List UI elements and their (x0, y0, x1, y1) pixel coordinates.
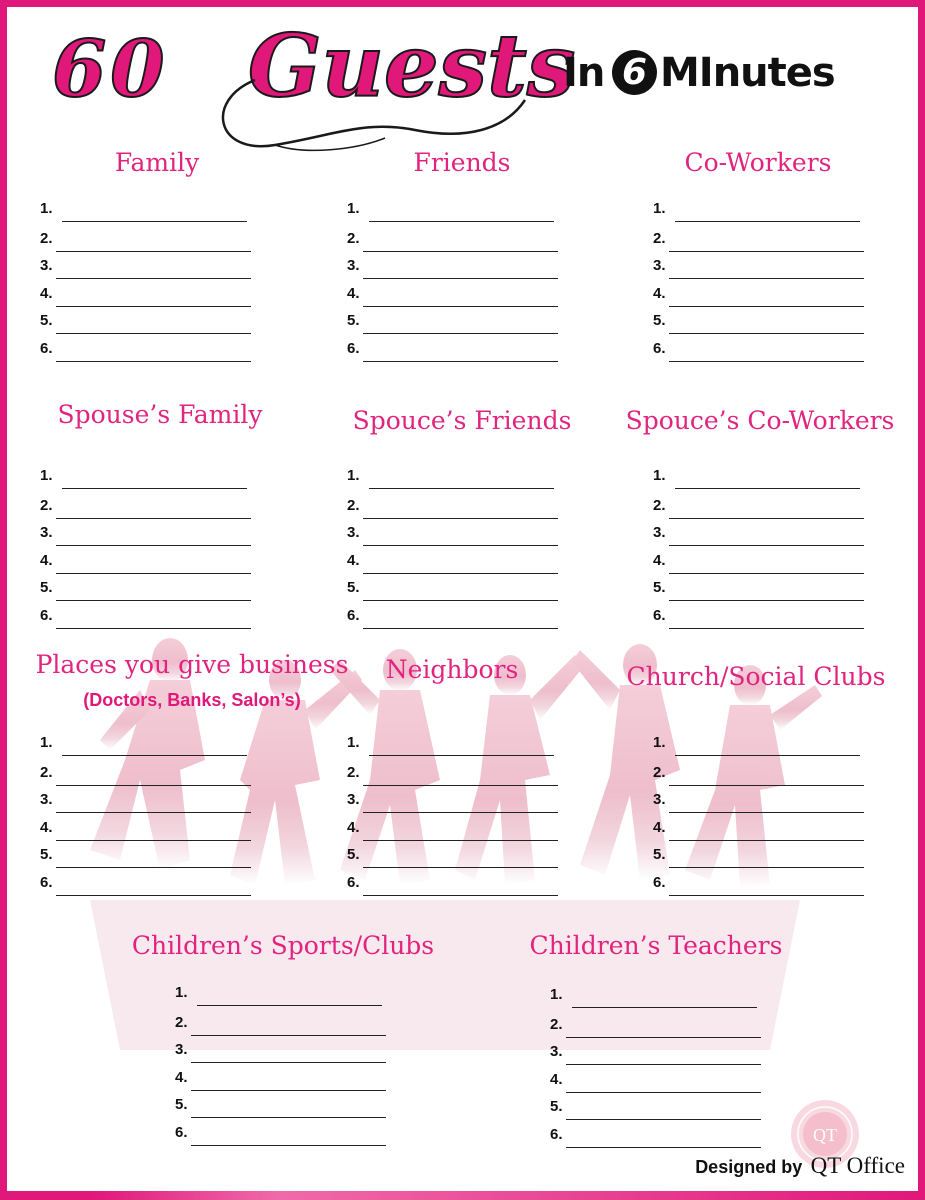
guest-entry-line[interactable] (347, 257, 559, 279)
guest-entry-line[interactable] (653, 874, 865, 896)
title-minutes: MInutes (660, 50, 835, 96)
entry-number: 1. (175, 984, 188, 1001)
blank-write-line (191, 1090, 386, 1092)
entry-number: 4. (175, 1069, 188, 1086)
blank-write-line (191, 1062, 386, 1064)
guest-entry-line[interactable] (653, 734, 865, 756)
entry-number: 4. (550, 1071, 563, 1088)
guest-entry-line[interactable] (40, 846, 252, 868)
entry-number: 4. (347, 819, 360, 836)
blank-write-line (675, 221, 860, 223)
entry-number: 6. (40, 874, 53, 891)
guest-entry-line[interactable] (653, 230, 865, 252)
section-title: Spouce’s Friends (352, 406, 572, 435)
blank-write-line (566, 1092, 761, 1094)
guest-entry-line[interactable] (40, 497, 252, 519)
entry-number: 1. (347, 734, 360, 751)
blank-write-line (56, 518, 251, 520)
guest-entry-line[interactable] (550, 1126, 762, 1148)
entry-number: 1. (653, 200, 666, 217)
footer-designed-by: Designed by (695, 1157, 803, 1177)
entry-number: 3. (347, 524, 360, 541)
entry-number: 3. (347, 791, 360, 808)
entry-number: 6. (347, 874, 360, 891)
blank-write-line (669, 812, 864, 814)
section-title: Places you give business (35, 650, 349, 679)
guest-entry-line[interactable] (347, 285, 559, 307)
guest-entry-line[interactable] (347, 230, 559, 252)
guest-entry-line[interactable] (653, 819, 865, 841)
entry-number: 2. (347, 764, 360, 781)
entry-number: 3. (40, 524, 53, 541)
guest-entry-line[interactable] (175, 1069, 387, 1091)
entry-number: 4. (653, 285, 666, 302)
entry-number: 6. (653, 340, 666, 357)
guest-entry-line[interactable] (347, 764, 559, 786)
blank-write-line (56, 361, 251, 363)
guest-entry-line[interactable] (40, 524, 252, 546)
guest-entry-line[interactable] (175, 1014, 387, 1036)
guest-entry-line[interactable] (550, 1043, 762, 1065)
guest-entry-line[interactable] (653, 552, 865, 574)
blank-write-line (363, 600, 558, 602)
entry-number: 5. (40, 846, 53, 863)
blank-write-line (572, 1007, 757, 1009)
entry-number: 1. (653, 734, 666, 751)
section-title: Church/Social Clubs (626, 662, 886, 691)
guest-entry-line[interactable] (40, 340, 252, 362)
entry-number: 1. (40, 734, 53, 751)
blank-write-line (56, 251, 251, 253)
guest-entry-line[interactable] (653, 257, 865, 279)
blank-write-line (669, 840, 864, 842)
blank-write-line (566, 1037, 761, 1039)
blank-write-line (675, 755, 860, 757)
guest-entry-line[interactable] (653, 285, 865, 307)
blank-write-line (669, 785, 864, 787)
blank-write-line (363, 361, 558, 363)
guest-entry-line[interactable] (347, 734, 559, 756)
entry-number: 5. (347, 312, 360, 329)
guest-entry-line[interactable] (550, 986, 762, 1008)
guest-entry-line[interactable] (40, 200, 252, 222)
guest-entry-line[interactable] (40, 819, 252, 841)
section-title: Children’s Teachers (529, 931, 783, 960)
guest-entry-line[interactable] (347, 497, 559, 519)
guest-entry-line[interactable] (175, 1096, 387, 1118)
blank-write-line (363, 333, 558, 335)
entry-number: 3. (653, 791, 666, 808)
entry-number: 2. (40, 497, 53, 514)
blank-write-line (369, 755, 554, 757)
blank-write-line (363, 840, 558, 842)
guest-entry-line[interactable] (347, 819, 559, 841)
section-subtitle: (Doctors, Banks, Salon’s) (83, 690, 301, 710)
blank-write-line (363, 306, 558, 308)
blank-write-line (669, 545, 864, 547)
entry-number: 6. (550, 1126, 563, 1143)
entry-number: 6. (347, 607, 360, 624)
entry-number: 2. (653, 497, 666, 514)
blank-write-line (191, 1035, 386, 1037)
guest-entry-line[interactable] (40, 874, 252, 896)
blank-write-line (191, 1117, 386, 1119)
guest-entry-line[interactable] (347, 467, 559, 489)
guest-entry-line[interactable] (653, 579, 865, 601)
title-in: In (563, 50, 605, 96)
entry-number: 2. (550, 1016, 563, 1033)
guest-entry-line[interactable] (653, 764, 865, 786)
section-title: Spouce’s Co-Workers (625, 406, 895, 435)
blank-write-line (56, 840, 251, 842)
guest-entry-line[interactable] (347, 791, 559, 813)
blank-write-line (566, 1119, 761, 1121)
title-word-guests: Guests (248, 16, 576, 117)
blank-write-line (363, 251, 558, 253)
guest-entry-line[interactable] (653, 791, 865, 813)
entry-number: 2. (40, 764, 53, 781)
guest-entry-line[interactable] (347, 200, 559, 222)
blank-write-line (62, 221, 247, 223)
blank-write-line (56, 895, 251, 897)
blank-write-line (566, 1064, 761, 1066)
guest-entry-line[interactable] (40, 607, 252, 629)
blank-write-line (669, 573, 864, 575)
blank-write-line (62, 488, 247, 490)
entry-number: 2. (347, 230, 360, 247)
entry-number: 3. (347, 257, 360, 274)
guest-entry-line[interactable] (40, 230, 252, 252)
entry-number: 1. (347, 200, 360, 217)
guest-entry-line[interactable] (347, 552, 559, 574)
guest-entry-line[interactable] (550, 1071, 762, 1093)
blank-write-line (56, 545, 251, 547)
footer-brand: QT Office (810, 1153, 905, 1178)
blank-write-line (669, 333, 864, 335)
section-title: Family (114, 148, 200, 177)
guest-entry-line[interactable] (347, 874, 559, 896)
entry-number: 4. (653, 552, 666, 569)
guest-entry-line[interactable] (40, 257, 252, 279)
blank-write-line (56, 333, 251, 335)
entry-number: 5. (653, 312, 666, 329)
guest-entry-line[interactable] (347, 607, 559, 629)
entry-number: 3. (550, 1043, 563, 1060)
entry-number: 2. (40, 230, 53, 247)
blank-write-line (669, 895, 864, 897)
title-six-badge: 6 (612, 50, 657, 95)
blank-write-line (669, 600, 864, 602)
blank-write-line (669, 867, 864, 869)
entry-number: 5. (40, 579, 53, 596)
title-number-60: 60 (52, 24, 169, 115)
blank-write-line (56, 867, 251, 869)
section-title: Neighbors (385, 655, 519, 684)
blank-write-line (669, 278, 864, 280)
entry-number: 6. (653, 607, 666, 624)
entry-number: 5. (347, 579, 360, 596)
section-title: Children’s Sports/Clubs (131, 931, 435, 960)
entry-number: 5. (653, 579, 666, 596)
entry-number: 3. (653, 524, 666, 541)
guest-entry-line[interactable] (550, 1098, 762, 1120)
section-title: Spouse’s Family (57, 400, 263, 429)
blank-write-line (363, 518, 558, 520)
entry-number: 1. (40, 200, 53, 217)
footer-credit (695, 1153, 905, 1179)
entry-number: 4. (653, 819, 666, 836)
entry-number: 5. (653, 846, 666, 863)
guest-entry-line[interactable] (40, 552, 252, 574)
entry-number: 4. (40, 285, 53, 302)
guest-entry-line[interactable] (653, 312, 865, 334)
guest-entry-line[interactable] (347, 312, 559, 334)
guest-entry-line[interactable] (40, 312, 252, 334)
entry-number: 2. (347, 497, 360, 514)
entry-number: 6. (175, 1124, 188, 1141)
entry-number: 4. (347, 552, 360, 569)
guest-entry-line[interactable] (40, 579, 252, 601)
blank-write-line (669, 251, 864, 253)
entry-number: 1. (550, 986, 563, 1003)
blank-write-line (669, 306, 864, 308)
svg-text:QT: QT (813, 1125, 837, 1145)
guest-entry-line[interactable] (653, 200, 865, 222)
blank-write-line (56, 573, 251, 575)
blank-write-line (56, 600, 251, 602)
section-title: Co-Workers (684, 148, 832, 177)
guest-entry-line[interactable] (347, 846, 559, 868)
blank-write-line (363, 628, 558, 630)
guest-entry-line[interactable] (175, 984, 387, 1006)
guest-entry-line[interactable] (347, 524, 559, 546)
entry-number: 1. (653, 467, 666, 484)
guest-entry-line[interactable] (653, 524, 865, 546)
blank-write-line (566, 1147, 761, 1149)
section-title: Friends (413, 148, 511, 177)
guest-entry-line[interactable] (40, 791, 252, 813)
guest-entry-line[interactable] (40, 764, 252, 786)
entry-number: 5. (40, 312, 53, 329)
entry-number: 5. (175, 1096, 188, 1113)
guest-entry-line[interactable] (175, 1041, 387, 1063)
entry-number: 3. (175, 1041, 188, 1058)
blank-write-line (363, 867, 558, 869)
guest-entry-line[interactable] (653, 846, 865, 868)
entry-number: 4. (347, 285, 360, 302)
blank-write-line (197, 1005, 382, 1007)
blank-write-line (56, 628, 251, 630)
guest-entry-line[interactable] (347, 340, 559, 362)
blank-write-line (56, 278, 251, 280)
entry-number: 6. (347, 340, 360, 357)
entry-number: 2. (175, 1014, 188, 1031)
entry-number: 3. (40, 791, 53, 808)
entry-number: 5. (550, 1098, 563, 1115)
entry-number: 3. (653, 257, 666, 274)
blank-write-line (669, 518, 864, 520)
blank-write-line (363, 278, 558, 280)
entry-number: 2. (653, 764, 666, 781)
guest-entry-line[interactable] (40, 734, 252, 756)
title-swirl-flourish (215, 60, 535, 160)
guest-entry-line[interactable] (40, 467, 252, 489)
blank-write-line (56, 306, 251, 308)
guest-entry-line[interactable] (550, 1016, 762, 1038)
blank-write-line (363, 785, 558, 787)
blank-write-line (56, 785, 251, 787)
entry-number: 3. (40, 257, 53, 274)
guest-entry-line[interactable] (175, 1124, 387, 1146)
blank-write-line (669, 361, 864, 363)
entry-number: 6. (40, 340, 53, 357)
blank-write-line (363, 812, 558, 814)
entry-number: 1. (347, 467, 360, 484)
blank-write-line (191, 1145, 386, 1147)
entry-number: 6. (40, 607, 53, 624)
blank-write-line (369, 488, 554, 490)
entry-number: 1. (40, 467, 53, 484)
entry-number: 2. (653, 230, 666, 247)
guest-entry-line[interactable] (653, 607, 865, 629)
entry-number: 4. (40, 552, 53, 569)
blank-write-line (669, 628, 864, 630)
entry-number: 6. (653, 874, 666, 891)
guest-entry-line[interactable] (653, 497, 865, 519)
blank-write-line (363, 895, 558, 897)
bottom-accent-bar (0, 1191, 925, 1200)
blank-write-line (363, 545, 558, 547)
entry-number: 4. (40, 819, 53, 836)
blank-write-line (62, 755, 247, 757)
blank-write-line (56, 812, 251, 814)
guest-entry-line[interactable] (653, 340, 865, 362)
entry-number: 5. (347, 846, 360, 863)
blank-write-line (363, 573, 558, 575)
blank-write-line (675, 488, 860, 490)
guest-entry-line[interactable] (653, 467, 865, 489)
guest-entry-line[interactable] (40, 285, 252, 307)
guest-entry-line[interactable] (347, 579, 559, 601)
blank-write-line (369, 221, 554, 223)
